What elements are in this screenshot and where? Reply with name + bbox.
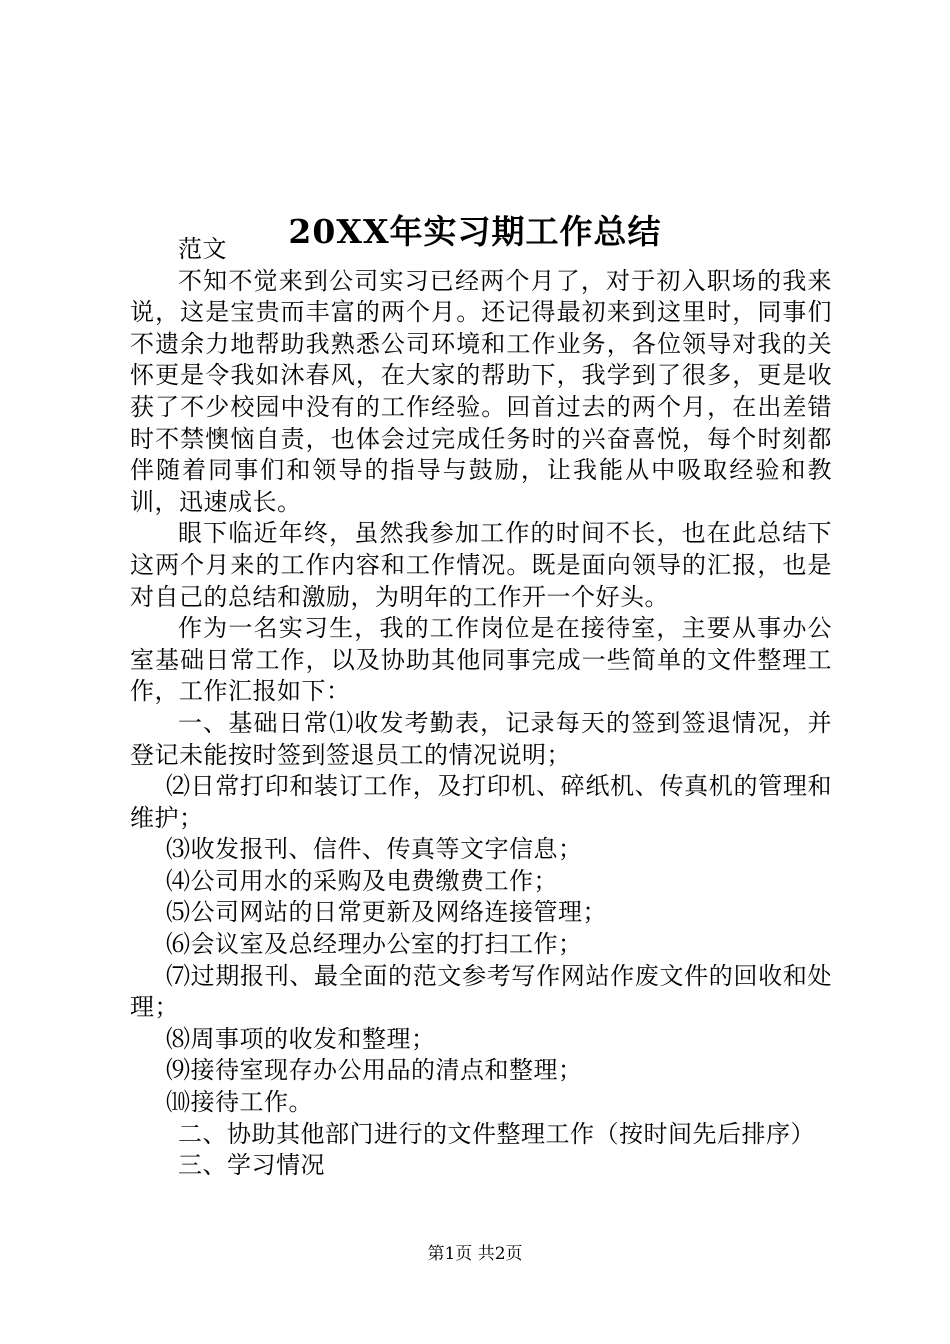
list-item: ⑶收发报刊、信件、传真等文字信息； (166, 835, 583, 864)
section-two-heading: 二、协助其他部门进行的文件整理工作（按时间先后排序） (178, 1119, 815, 1148)
document-body (130, 234, 832, 1182)
paragraph-summary: 眼下临近年终，虽然我参加工作的时间不长，也在此总结下这两个月来的工作内容和工作情况。既是面向领导的汇报，也是对自己的总结和激励，为明年的工作开一个好头。 (130, 519, 832, 611)
list-item: ⑸公司网站的日常更新及网络连接管理； (166, 898, 607, 927)
paragraph-intro: 不知不觉来到公司实习已经两个月了，对于初入职场的我来说，这是宝贵而丰富的两个月。还记得最初来到这里时，同事们不遗余力地帮助我熟悉公司环境和工作业务，各位领导对我的关怀更是令我如沐春风，在大家的帮助下，我学到了很多，更是收获了不少校园中没有的工作经验。回首过去的两个月，在出差错时不禁懊恼自责，也体会过完成任务时的兴奋喜悦，每个时刻都伴随着同事们和领导的指导与鼓励，让我能从中吸取经验和教训，迅速成长。 (130, 266, 832, 516)
list-item: ⑽接待工作。 (166, 1088, 313, 1117)
paragraph-role: 作为一名实习生，我的工作岗位是在接待室，主要从事办公室基础日常工作，以及协助其他同事完成一些简单的文件整理工作，工作汇报如下： (130, 614, 832, 706)
section-three-heading: 三、学习情况 (178, 1151, 325, 1180)
document-title: 20XX年实习期工作总结 (288, 212, 662, 252)
list-item: ⑷公司用水的采购及电费缴费工作； (166, 866, 558, 895)
page-footer: 第1页 共2页 (427, 1244, 523, 1264)
list-item: ⑹会议室及总经理办公室的打扫工作； (166, 930, 583, 959)
section-one-heading: 一、基础日常⑴收发考勤表，记录每天的签到签退情况，并登记未能按时签到签退员工的情况说明； (130, 708, 832, 769)
list-item: ⑵日常打印和装订工作，及打印机、碎纸机、传真机的管理和维护； (130, 772, 832, 832)
list-item: ⑼接待室现存办公用品的清点和整理； (166, 1056, 583, 1085)
list-item: ⑺过期报刊、最全面的范文参考写作网站作废文件的回收和处理； (130, 961, 832, 1022)
list-item: ⑻周事项的收发和整理； (166, 1024, 436, 1053)
category-label: 范文 (178, 235, 227, 263)
